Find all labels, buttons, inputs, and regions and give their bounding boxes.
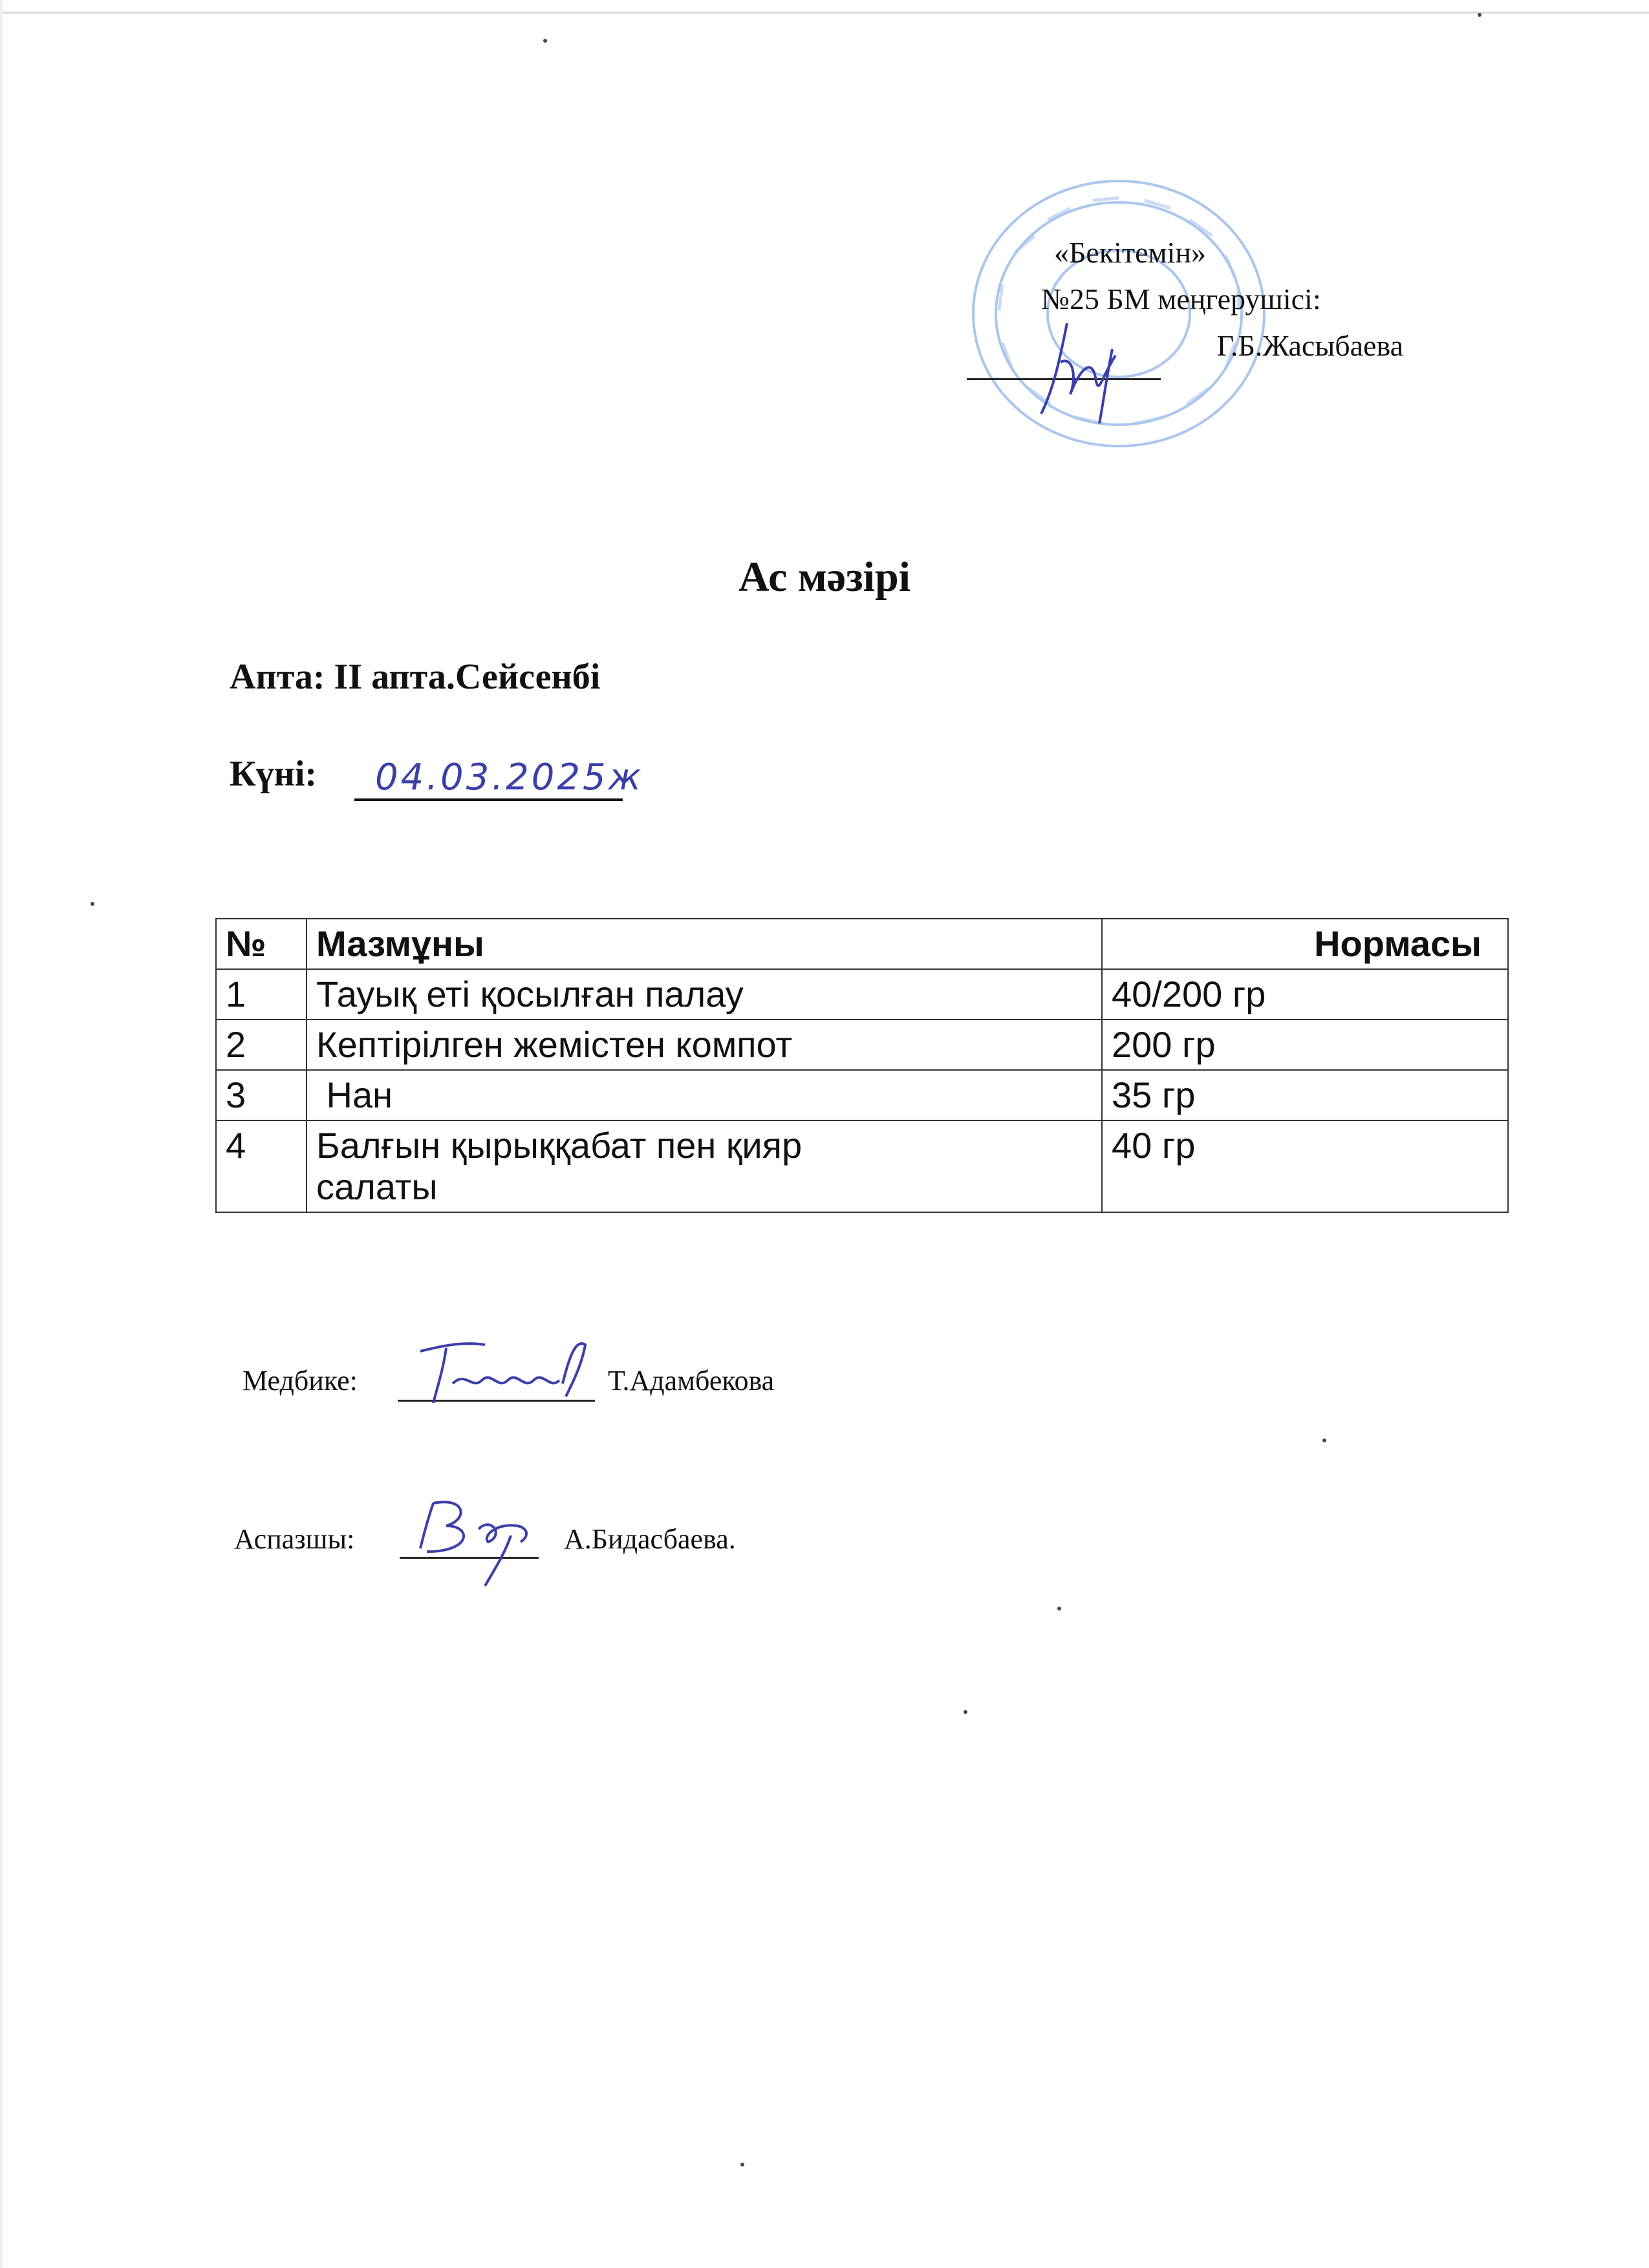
table-header-row — [216, 919, 1508, 969]
page-title: Ас мәзірі — [738, 553, 911, 601]
table-row — [216, 969, 1508, 1020]
header-norm: Нормасы — [1102, 919, 1508, 969]
approval-position: №25 БМ меңгерушісі: — [1041, 283, 1321, 316]
nurse-label: Медбике: — [242, 1365, 358, 1396]
row-content: Тауық еті қосылған палау — [307, 969, 1102, 1020]
scan-speck — [91, 902, 94, 906]
row-norm: 40/200 гр — [1102, 969, 1508, 1020]
scan-speck — [1057, 1607, 1061, 1610]
date-value: 04.03.2025ж — [375, 756, 644, 798]
header-number: № — [216, 919, 307, 969]
approval-heading: «Бекітемін» — [1054, 236, 1206, 269]
scan-speck — [1478, 13, 1482, 17]
row-norm: 35 гр — [1102, 1070, 1508, 1120]
row-content: Нан — [307, 1070, 1102, 1120]
cook-name: А.Бидасбаева. — [564, 1523, 736, 1555]
week-line: Апта: II апта.Сейсенбі — [230, 657, 601, 697]
cook-signature — [407, 1490, 543, 1587]
row-norm: 40 гр — [1102, 1120, 1508, 1212]
cook-label: Аспазшы: — [234, 1523, 355, 1555]
row-norm: 200 гр — [1102, 1020, 1508, 1070]
row-number: 1 — [216, 969, 307, 1020]
row-number: 2 — [216, 1020, 307, 1070]
row-number: 4 — [216, 1120, 307, 1212]
nurse-name: Т.Адамбекова — [608, 1365, 775, 1396]
head-signature — [964, 317, 1158, 427]
scan-edge-left — [0, 0, 3, 2268]
table-row — [216, 1070, 1508, 1120]
scan-speck — [740, 2163, 744, 2166]
scan-speck — [543, 39, 547, 43]
scan-edge-top — [0, 12, 1649, 14]
approval-name: Г.Б.Жасыбаева — [1216, 329, 1403, 362]
date-label: Күні: — [230, 754, 318, 794]
scan-speck — [964, 1710, 967, 1714]
menu-table — [215, 918, 1509, 1213]
nurse-signature — [407, 1332, 601, 1409]
table-row — [216, 1120, 1508, 1212]
row-number: 3 — [216, 1070, 307, 1120]
row-content: Балғын қырыққабат пен қияр салаты — [307, 1120, 1102, 1212]
header-content: Мазмұны — [307, 919, 1102, 969]
scan-speck — [1322, 1439, 1326, 1442]
row-content: Кептірілген жемістен компот — [307, 1020, 1102, 1070]
date-underline — [354, 798, 623, 801]
table-row — [216, 1020, 1508, 1070]
